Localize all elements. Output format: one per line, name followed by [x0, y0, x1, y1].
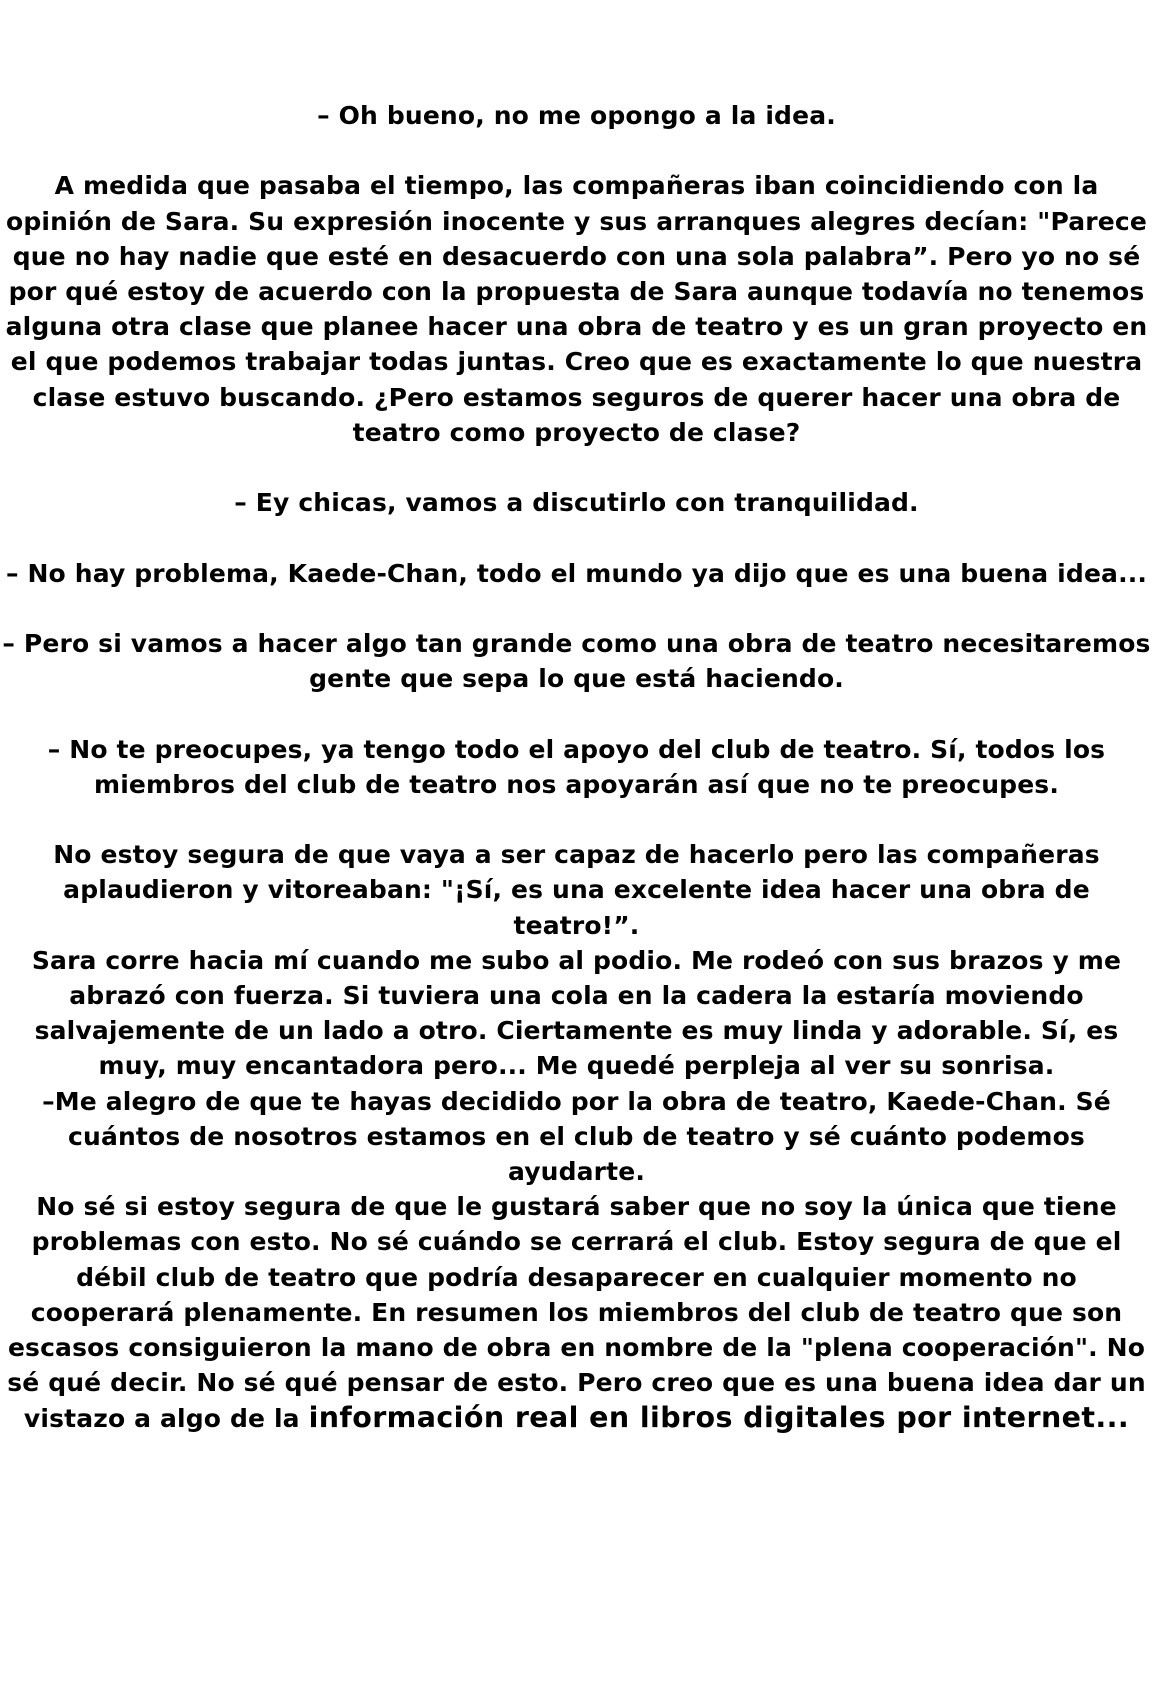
dialogue-line: – No te preocupes, ya tengo todo el apoyo del club de teatro. Sí, todos los miembros del club de teatro nos apoyarán así que no te preocupes. [47, 734, 1106, 799]
narration-paragraph: A medida que pasaba el tiempo, las compañeras iban coincidiendo con la opinión de Sara. Su expresión inocente y sus arranques alegres decían: "Parece que no hay nadie que esté en desacuerdo con una sola palabra”. Pero yo no sé por qué estoy de acuerdo con la propuesta de Sara aunque todavía no tenemos alguna otra clase que planee hacer una obra de teatro y es un gran proyecto en el que podemos trabajar todas juntas. Creo que es exactamente lo que nuestra clase estuvo buscando. ¿Pero estamos seguros de querer hacer una obra de teatro como proyecto de clase? [5, 171, 1148, 447]
dialogue-line: – Ey chicas, vamos a discutirlo con tranquilidad. [234, 488, 919, 518]
narration-paragraph: No estoy segura de que vaya a ser capaz de hacerlo pero las compañeras aplaudieron y vitoreaban: "¡Sí, es una excelente idea hacer una obra de teatro!”. [53, 840, 1100, 940]
story-text [0, 98, 1153, 1437]
narration-paragraph: Sara corre hacia mí cuando me subo al podio. Me rodeó con sus brazos y me abrazó con fuerza. Si tuviera una cola en la cadera la estaría moviendo salvajemente de un lado a otro. Ciertamente es muy linda y adorable. Sí, es muy, muy encantadora pero... Me quedé perpleja al ver su sonrisa. [31, 945, 1122, 1081]
dialogue-line: – Oh bueno, no me opongo a la idea. [317, 101, 836, 130]
dialogue-line: –Me alegro de que te hayas decidido por la obra de teatro, Kaede-Chan. Sé cuántos de nosotros estamos en el club de teatro y sé cuánto podemos ayudarte. [42, 1086, 1111, 1186]
narration-ending-text: información real en libros digitales por internet... [308, 1401, 1130, 1435]
narration-text: No sé si estoy segura de que le gustará saber que no soy la única que tiene problemas con esto. No sé cuándo se cerrará el club. Estoy segura de que el débil club de teatro que podría desaparecer en cualquier momento no cooperará plenamente. En resumen los miembros del club de teatro que son escasos consiguieron la mano de obra en nombre de la "plena cooperación". No sé qué decir. No sé qué pensar de esto. Pero creo que es una buena idea dar un vistazo a algo de la [7, 1192, 1146, 1434]
dialogue-line: – Pero si vamos a hacer algo tan grande como una obra de teatro necesitaremos gente que sepa lo que está haciendo. [2, 628, 1151, 694]
dialogue-line: – No hay problema, Kaede-Chan, todo el mundo ya dijo que es una buena idea... [5, 558, 1148, 588]
narration-paragraph [2, 1189, 1151, 1436]
